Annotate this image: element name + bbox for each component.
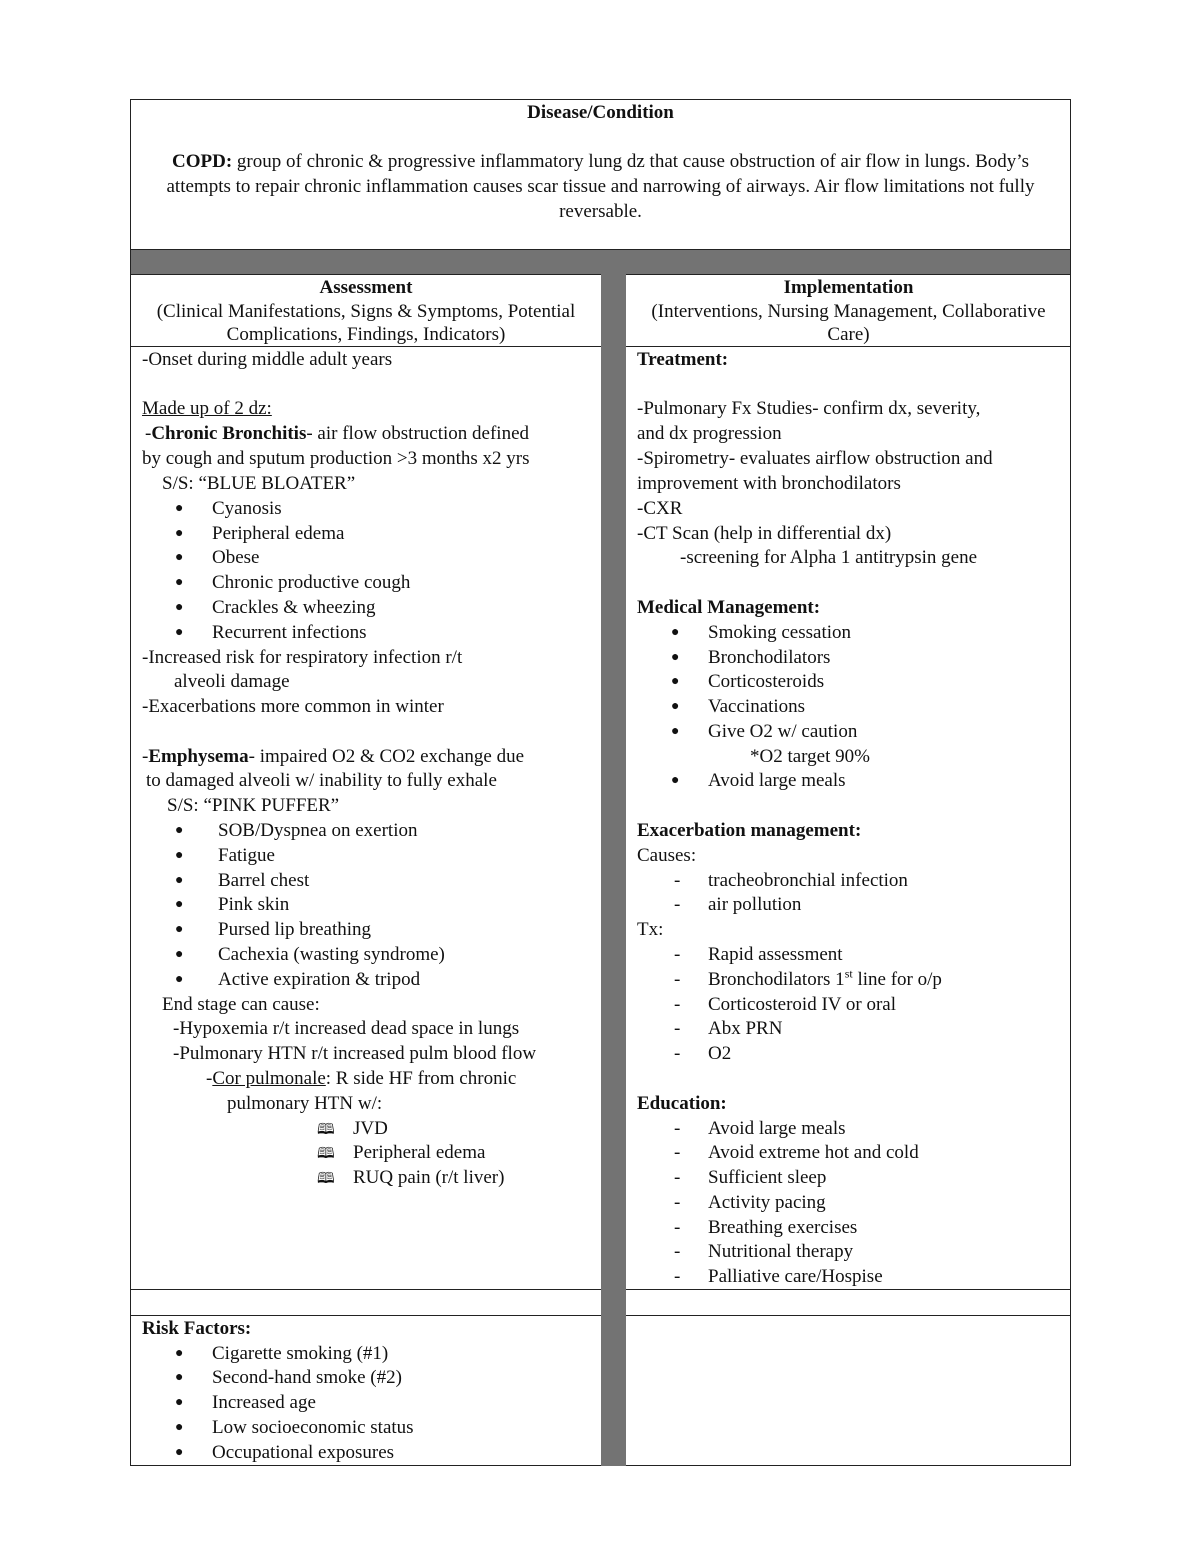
list-item: - Palliative care/Hospise — [708, 1265, 883, 1290]
list-item: ● Recurrent infections — [212, 621, 367, 646]
list-item: ● Pink skin — [218, 893, 289, 918]
book-icon: 🕮 — [317, 1122, 335, 1138]
spirometry-text-cont: improvement with bronchodilators — [637, 473, 901, 494]
em-definition-cont: to damaged alveoli w/ inability to fully exhale — [146, 770, 497, 791]
end-stage-label: End stage can cause: — [162, 994, 320, 1015]
tx-label: Tx: — [637, 919, 664, 940]
bullet-icon: ● — [175, 1346, 184, 1361]
dash-bullet: - — [674, 1167, 681, 1188]
list-item: - Corticosteroid IV or oral — [708, 993, 896, 1018]
list-item: - Avoid large meals — [708, 1117, 846, 1142]
o2-target-text: *O2 target 90% — [750, 746, 870, 767]
list-item: - Activity pacing — [708, 1191, 826, 1216]
list-item: ● Corticosteroids — [708, 670, 824, 695]
bullet-icon: ● — [671, 625, 680, 640]
pulmonary-htn-text: -Pulmonary HTN r/t increased pulm blood flow — [173, 1043, 537, 1064]
dash-bullet: - — [674, 969, 681, 990]
list-item: - Rapid assessment — [708, 943, 843, 968]
list-item: ● Increased age — [212, 1391, 316, 1416]
bullet-icon: ● — [175, 600, 184, 615]
bullet-icon: ● — [175, 922, 184, 937]
cb-dash: - — [145, 423, 152, 444]
ct-scan-text: -CT Scan (help in differential dx) — [637, 523, 892, 544]
list-item: ● Chronic productive cough — [212, 571, 410, 596]
divider-line — [130, 1289, 601, 1290]
dash-bullet: - — [674, 1241, 681, 1262]
dash-bullet: - — [674, 870, 681, 891]
assessment-subtitle: (Clinical Manifestations, Signs & Symptoms, Potential Complications, Findings, Indicators) — [156, 301, 576, 345]
dash-bullet: - — [674, 1192, 681, 1213]
list-item: ● Fatigue — [218, 844, 275, 869]
pft-text-cont: and dx progression — [637, 423, 782, 444]
bullet-icon: ● — [175, 823, 184, 838]
list-item: - Avoid extreme hot and cold — [708, 1141, 919, 1166]
risk-factors-heading: Risk Factors: — [142, 1318, 252, 1339]
divider-line — [626, 346, 1071, 347]
book-icon: 🕮 — [317, 1171, 335, 1187]
bullet-icon: ● — [175, 1420, 184, 1435]
bullet-icon: ● — [671, 699, 680, 714]
bullet-icon: ● — [175, 848, 184, 863]
chronic-bronchitis-line — [145, 422, 529, 447]
cor-pulmonale-def: : R side HF from chronic — [325, 1068, 517, 1089]
bullet-icon: ● — [175, 972, 184, 987]
bullet-icon: ● — [175, 1395, 184, 1410]
list-item: - O2 — [708, 1042, 731, 1067]
list-item: ● Vaccinations — [708, 695, 805, 720]
em-definition: - impaired O2 & CO2 exchange due — [248, 746, 525, 767]
bullet-icon: ● — [175, 526, 184, 541]
screening-text: -screening for Alpha 1 antitrypsin gene — [680, 547, 978, 568]
disease-definition: group of chronic & progressive inflammatory lung dz that cause obstruction of air flow in lungs. Body’s attempts to repair chronic inflammation causes scar tissue and narrowing of airways. Air flow limitations not fully reversable. — [166, 151, 1035, 222]
cor-pulmonale-line: -Cor pulmonale: R side HF from chronic — [206, 1068, 517, 1089]
list-item: ● Pursed lip breathing — [218, 918, 371, 943]
hypoxemia-text: -Hypoxemia r/t increased dead space in lungs — [173, 1018, 520, 1039]
divider-line — [130, 346, 601, 347]
divider-line — [626, 1315, 1071, 1316]
bullet-icon: ● — [175, 947, 184, 962]
list-item: ● SOB/Dyspnea on exertion — [218, 819, 417, 844]
list-item: ● Low socioeconomic status — [212, 1416, 414, 1441]
cb-definition-cont: by cough and sputum production >3 months x2 yrs — [142, 448, 530, 469]
list-item: - Breathing exercises — [708, 1216, 857, 1241]
bullet-icon: ● — [175, 1370, 184, 1385]
cxr-text: -CXR — [637, 498, 683, 519]
bullet-icon: ● — [175, 897, 184, 912]
list-item: - Nutritional therapy — [708, 1240, 853, 1265]
assessment-title: Assessment — [319, 277, 413, 298]
cor-pulmonale-title: Cor pulmonale — [212, 1068, 326, 1089]
list-item: 🕮 Peripheral edema — [353, 1141, 485, 1166]
dash-bullet: - — [674, 944, 681, 965]
em-ss-label: S/S: “PINK PUFFER” — [167, 795, 340, 816]
list-item: 🕮 JVD — [353, 1117, 388, 1142]
dash-bullet: - — [674, 894, 681, 915]
dash-bullet: - — [674, 1118, 681, 1139]
cb-exacerbation-text: -Exacerbations more common in winter — [142, 696, 444, 717]
bullet-icon: ● — [175, 501, 184, 516]
list-item: ● Peripheral edema — [212, 522, 344, 547]
list-item: - Abx PRN — [708, 1017, 782, 1042]
list-item: ● Avoid large meals — [708, 769, 846, 794]
dash-bullet: - — [674, 1043, 681, 1064]
em-dash: - — [142, 746, 149, 767]
cb-definition: - air flow obstruction defined — [306, 423, 529, 444]
list-item: ● Barrel chest — [218, 869, 309, 894]
cb-risk-text: -Increased risk for respiratory infection r/t — [142, 647, 463, 668]
list-item: - Bronchodilators 1st line for o/p — [708, 968, 942, 993]
bullet-icon: ● — [175, 625, 184, 640]
list-item: ● Smoking cessation — [708, 621, 851, 646]
made-up-heading: Made up of 2 dz: — [142, 398, 272, 419]
list-item: - Sufficient sleep — [708, 1166, 826, 1191]
dash-bullet: - — [674, 1142, 681, 1163]
dash-bullet: - — [674, 1217, 681, 1238]
cor-pulmonale-def-cont: pulmonary HTN w/: — [227, 1093, 383, 1114]
disease-term: COPD: — [172, 151, 233, 172]
onset-text: -Onset during middle adult years — [142, 349, 393, 370]
bullet-icon: ● — [175, 575, 184, 590]
spirometry-text: -Spirometry- evaluates airflow obstruction and — [637, 448, 993, 469]
emphysema-line — [142, 745, 524, 770]
causes-label: Causes: — [637, 845, 697, 866]
medical-management-heading: Medical Management: — [637, 597, 821, 618]
implementation-subtitle: (Interventions, Nursing Management, Collaborative Care) — [651, 301, 1046, 345]
section-title: Disease/Condition — [527, 102, 674, 123]
bullet-icon: ● — [175, 873, 184, 888]
gray-divider-bar — [131, 250, 1070, 274]
implementation-title: Implementation — [783, 277, 914, 298]
education-heading: Education: — [637, 1093, 727, 1114]
list-item: ● Cachexia (wasting syndrome) — [218, 943, 445, 968]
bullet-icon: ● — [671, 650, 680, 665]
bullet-icon: ● — [671, 724, 680, 739]
dash-bullet: - — [674, 1266, 681, 1287]
cb-risk-text-cont: alveoli damage — [174, 671, 290, 692]
list-item: - air pollution — [708, 893, 801, 918]
gray-column-divider — [601, 274, 626, 1466]
chronic-bronchitis-title: Chronic Bronchitis — [151, 423, 307, 444]
list-item: ● Crackles & wheezing — [212, 596, 376, 621]
list-item: 🕮 RUQ pain (r/t liver) — [353, 1166, 504, 1191]
emphysema-title: Emphysema — [148, 746, 249, 767]
list-item: - tracheobronchial infection — [708, 869, 908, 894]
list-item: ● Second-hand smoke (#2) — [212, 1366, 402, 1391]
cb-ss-label: S/S: “BLUE BLOATER” — [162, 473, 356, 494]
book-icon: 🕮 — [317, 1146, 335, 1162]
treatment-heading: Treatment: — [637, 349, 729, 370]
list-item: ● Active expiration & tripod — [218, 968, 420, 993]
list-item: ● Cigarette smoking (#1) — [212, 1342, 388, 1367]
bullet-icon: ● — [175, 1445, 184, 1460]
bullet-icon: ● — [671, 773, 680, 788]
dash-bullet: - — [674, 1018, 681, 1039]
bullet-icon: ● — [671, 674, 680, 689]
divider-line — [130, 1315, 601, 1316]
definition-paragraph — [140, 150, 1061, 224]
list-item: ● Cyanosis — [212, 497, 282, 522]
pft-text: -Pulmonary Fx Studies- confirm dx, severity, — [637, 398, 981, 419]
bullet-icon: ● — [175, 550, 184, 565]
divider-line — [130, 249, 1071, 250]
exacerbation-heading: Exacerbation management: — [637, 820, 862, 841]
list-item: ● Occupational exposures — [212, 1441, 394, 1466]
list-item: ● Give O2 w/ caution — [708, 720, 857, 745]
list-item: ● Obese — [212, 546, 259, 571]
list-item: ● Bronchodilators — [708, 646, 830, 671]
dash-bullet: - — [674, 994, 681, 1015]
